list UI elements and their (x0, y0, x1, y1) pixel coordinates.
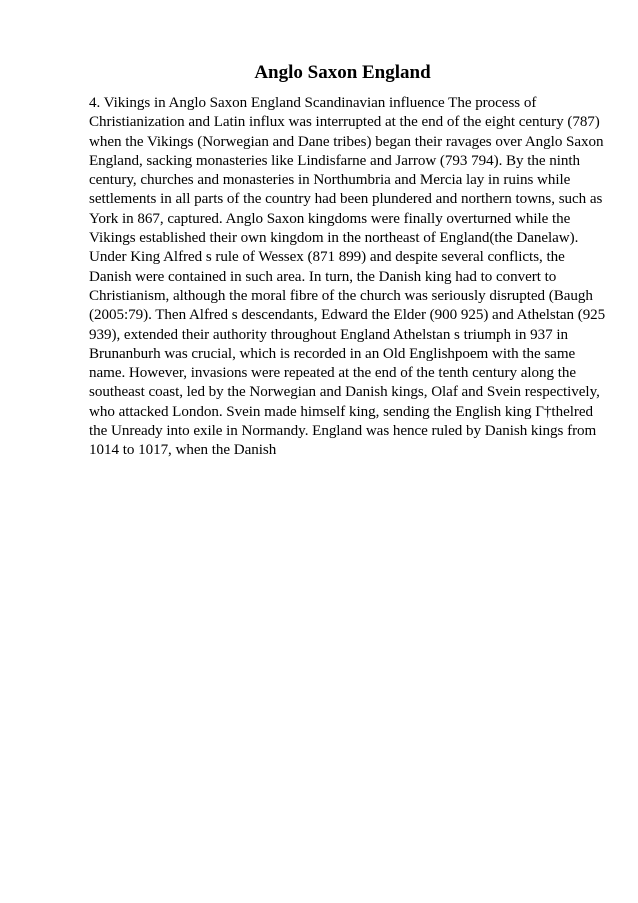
body-line: Under King Alfred s rule of Wessex (871 899) and despite several conflicts, the (89, 249, 565, 266)
body-line: England, sacking monasteries like Lindisfarne and Jarrow (793 794). By the ninth (89, 152, 581, 169)
body-line: (2005:79). Then Alfred s descendants, Edward the Elder (900 925) and Athelstan (925 (89, 307, 606, 324)
body-line: Vikings established their own kingdom in the northeast of England(the Danelaw). (89, 230, 579, 247)
body-line: York in 867, captured. Anglo Saxon kingdoms were finally overturned while the (89, 210, 571, 227)
body-line: century, churches and monasteries in Northumbria and Mercia lay in ruins while (89, 172, 571, 189)
body-line: the Unready into exile in Normandy. England was hence ruled by Danish kings from (89, 423, 597, 440)
body-line: southeast coast, led by the Norwegian and Danish kings, Olaf and Svein respectively, (89, 384, 600, 401)
body-line: who attacked London. Svein made himself king, sending the English king Г†thelred (89, 403, 593, 420)
body-line: Christianization and Latin influx was interrupted at the end of the eight century (787) (89, 114, 600, 131)
document-title: Anglo Saxon England (254, 62, 431, 83)
body-line: Brunanburh was crucial, which is recorded in an Old Englishpoem with the same (89, 345, 576, 362)
body-line: 1014 to 1017, when the Danish (89, 442, 277, 459)
body-line: when the Vikings (Norwegian and Dane tribes) began their ravages over Anglo Saxon (89, 133, 604, 150)
document-body (89, 94, 606, 461)
body-line: name. However, invasions were repeated at the end of the tenth century along the (89, 365, 577, 382)
body-line: Christianism, although the moral fibre of the church was seriously disrupted (Baugh (89, 287, 593, 304)
body-line: settlements in all parts of the country had been plundered and northern towns, such as (89, 191, 603, 208)
body-line: 4. Vikings in Anglo Saxon England Scandinavian influence The process of (89, 95, 537, 111)
body-line: 939), extended their authority throughout England Athelstan s triumph in 937 in (89, 326, 568, 343)
body-line: Danish were contained in such area. In turn, the Danish king had to convert to (89, 268, 557, 285)
